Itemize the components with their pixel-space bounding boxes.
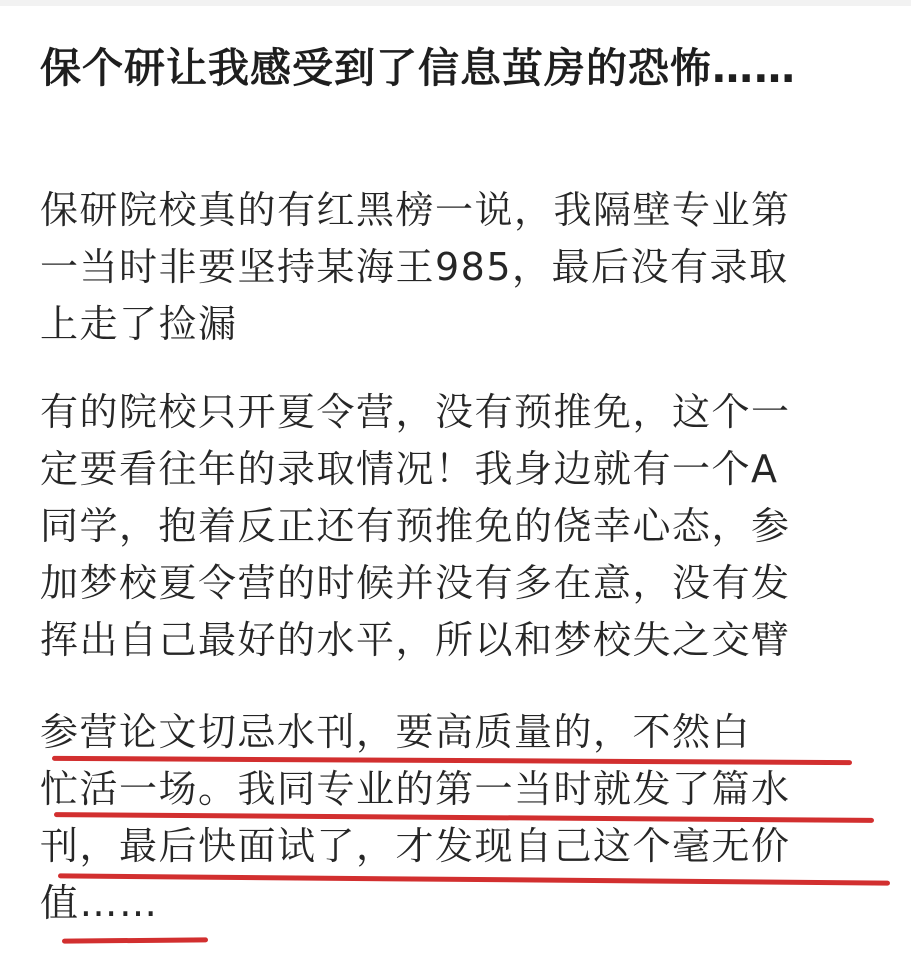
text-line: 上走了捡漏 [40, 302, 238, 346]
top-divider [0, 0, 911, 6]
paragraph-red-black-list [40, 182, 890, 353]
text-line: 挥出自己最好的水平，所以和梦校失之交臂 [40, 618, 791, 662]
paragraph-summer-camp [40, 384, 890, 669]
text-line: 保研院校真的有红黑榜一说，我隔壁专业第 [40, 188, 791, 232]
text-line: 有的院校只开夏令营，没有预推免，这个一 [40, 390, 791, 434]
text-line: 忙活一场。我同专业的第一当时就发了篇水 [40, 767, 791, 811]
text-line: 加梦校夏令营的时候并没有多在意，没有发 [40, 561, 791, 605]
text-line: 同学，抱着反正还有预推免的侥幸心态，参 [40, 504, 791, 548]
post-title: 保个研让我感受到了信息茧房的恐怖…… [40, 44, 796, 92]
text-line: 一当时非要坚持某海王985，最后没有录取 [40, 245, 789, 289]
text-line: 定要看往年的录取情况！我身边就有一个A [40, 447, 779, 491]
text-line: 参营论文切忌水刊，要高质量的，不然白 [40, 710, 752, 754]
text-line: 刊，最后快面试了，才发现自己这个毫无价 [40, 824, 791, 868]
red-underline-mark [62, 937, 208, 943]
text-line: 值…… [40, 881, 159, 925]
